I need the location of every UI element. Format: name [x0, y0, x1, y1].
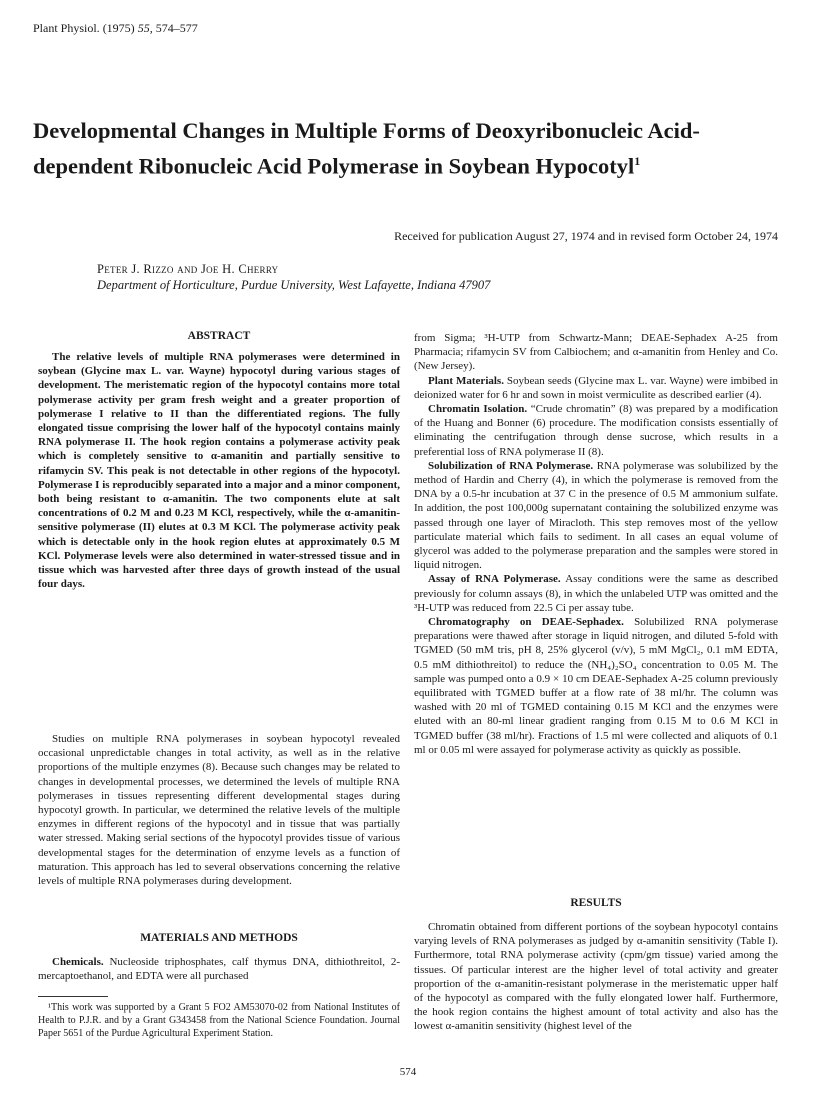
footnote-text: ¹This work was supported by a Grant 5 FO2 AM53070-02 from National Institutes of Health to P.J.R. and by a Grant G343458 from the National Science Foundation. Journal Paper 5651 of the Purdue Agricultural Experiment Station. [38, 1002, 400, 1040]
chromatin-label: Chromatin Isolation. [428, 403, 528, 416]
journal-name: Plant Physiol. [33, 21, 100, 35]
journal-citation [33, 21, 198, 36]
plant-materials-label: Plant Materials. [428, 374, 504, 387]
results-heading: RESULTS [570, 897, 622, 909]
chromatography-text: Solubilized RNA polymerase preparations were thawed after storage in liquid nitrogen, and diluted 5-fold with TGMED (50 mM tris, pH 8, 25% glycerol (v/v), 5 mM MgCl₂, 0.1 mM EDTA, 0.5 mM dithiothreitol) to reduce the (NH₄)₂SO₄ concentration to 0.05 M. The sample was pumped onto a 0.9 × 10 cm DEAE-Sephadex A-25 column previously equilibrated with TGMED buffer at a flow rate of 38 ml/hr. The column was washed with 20 ml of TGMED containing 0.15 M KCl and the enzymes were eluted with an 80-ml linear gradient ranging from 0.15 M to 0.6 M KCl in TGMED buffer (38 ml/hr). Fractions of 1.5 ml were collected and aliquots of 0.1 ml or 0.05 ml were assayed for polymerase activity as quickly as possible. [414, 616, 778, 756]
assay-text: Assay conditions were the same as described previously for column assays (8), in which the unlabeled UTP was omitted and the ³H-UTP was reduced from 22.5 Ci per assay tube. [414, 573, 778, 614]
chemicals-text: Nucleoside triphosphates, calf thymus DNA, dithiothreitol, 2-mercaptoethanol, and EDTA were all purchased [38, 956, 401, 983]
introduction [38, 732, 400, 888]
abstract-body [38, 350, 400, 591]
intro-text: Studies on multiple RNA polymerases in soybean hypocotyl revealed occasional unpredictable changes in total activity, as well as in the relative proportions of the multiple enzymes (8). Because such changes may be related to changes in developmental processes, we determined the levels of multiple RNA polymerases in tissues representing different developmental stages during hypocotyl growth. In particular, we determined the relative levels of the multiple enzymes in different regions of the hypocotyl and in tissue that was partially water stressed. Making serial sections of the hypocotyl provides tissue of various developmental stages for the determination of enzyme levels as a function of maturation. This approach has led to several observations concerning the relative levels of multiple RNA polymerases during development. [38, 733, 400, 888]
journal-pages: 574–577 [155, 21, 198, 35]
received-line: Received for publication August 27, 1974 and in revised form October 24, 1974 [394, 229, 778, 243]
methods-heading: MATERIALS AND METHODS [140, 932, 298, 944]
authors [97, 262, 278, 277]
footnote-rule [38, 996, 108, 997]
chemicals-label: Chemicals. [52, 956, 104, 968]
affiliation: Department of Horticulture, Purdue University, West Lafayette, Indiana 47907 [97, 278, 491, 292]
assay-label: Assay of RNA Polymerase. [428, 573, 561, 586]
chemicals-paragraph [38, 955, 400, 983]
chromatography-label: Chromatography on DEAE-Sephadex. [428, 616, 624, 629]
abstract-text: The relative levels of multiple RNA polymerases were determined in soybean (Glycine max L. var. Wayne) hypocotyl during various stages of development. The meristematic region of the hypocotyl contains more total polymerase activity per gram fresh weight and a greater proportion of polymerase I relative to II than the differentiated regions. The fully elongated tissue comprising the lower half of the hypocotyl contains mainly RNA polymerase II. The hook region contains a polymerase activity peak which is completely sensitive to α-amanitin and partially sensitive to rifamycin SV. This peak is not detectable in other regions of the hypocotyl. Polymerase I is reproducibly separated into a major and a minor component, both being resistant to α-amanitin. The two components elute at salt concentrations of 0.2 M and 0.23 M KCl, respectively, while the α-amanitin-sensitive polymerase (II) elutes at 0.3 M KCl. The polymerase activity peak which is detectable only in the hook region elutes at approximately 0.5 M KCl. Polymerase levels were also determined in water-stressed tissue and in tissue which was harvested after three days of growth instead of the usual four days. [38, 351, 400, 591]
methods-continued [414, 331, 778, 757]
abstract-heading: ABSTRACT [187, 330, 251, 342]
page-number: 574 [399, 1066, 417, 1078]
chromatin-text: “Crude chromatin” (8) was prepared by a modification of the Huang and Bonner (6) procedure. The modification consists essentially of eliminating the centrifugation through dense sucrose, which results in a preferential loss of RNA polymerase II (8). [414, 403, 779, 458]
results-body [414, 920, 778, 1034]
paper-title-text: Developmental Changes in Multiple Forms of Deoxyribonucleic Acid-dependent Ribonucleic Acid Polymerase in Soybean Hypocotyl [33, 118, 700, 179]
chemicals-continued: from Sigma; ³H-UTP from Schwartz-Mann; DEAE-Sephadex A-25 from Pharmacia; rifamycin SV from Calbiochem; and α-amanitin from Henley and Co. (New Jersey). [414, 332, 778, 373]
title-footnote-mark: 1 [634, 154, 641, 168]
author-names: Peter J. Rizzo and Joe H. Cherry [97, 262, 279, 276]
journal-year: (1975) [102, 21, 135, 35]
solubilization-label: Solubilization of RNA Polymerase. [428, 459, 594, 472]
plant-materials-text: Soybean seeds (Glycine max L. var. Wayne) were imbibed in deionized water for 6 hr and sown in moist vermiculite as described earlier (4). [414, 374, 778, 401]
solubilization-text: RNA polymerase was solubilized by the method of Hardin and Cherry (4), in which the polymerase is removed from the DNA by a 0.5-hr incubation at 37 C in the presence of 0.5 M ammonium sulfate. In addition, the post 100,000g supernatant containing the solubilized enzyme was passed through one layer of Miracloth. This step removes most of the yellow particulate material which fails to sediment. In all cases an equal volume of glycerol was added to the polymerase preparation and the samples were stored in liquid nitrogen. [414, 459, 778, 572]
results-text: Chromatin obtained from different portions of the soybean hypocotyl contains varying levels of RNA polymerases as judged by α-amanitin sensitivity (Table I). Furthermore, total RNA polymerase activity (cpm/gm tissue) varied among the tissues. Of particular interest are the higher level of total activity and greater proportion of the α-amanitin-resistant polymerase in the meristematic upper half of the hypocotyl as compared with the fully elongated lower half. Furthermore, the hook region contains the highest amount of total activity and also has the lowest α-amanitin sensitivity (highest level of the [414, 921, 778, 1033]
paper-title [33, 116, 793, 182]
journal-volume: 55, [137, 21, 153, 35]
footnote [38, 1001, 400, 1041]
